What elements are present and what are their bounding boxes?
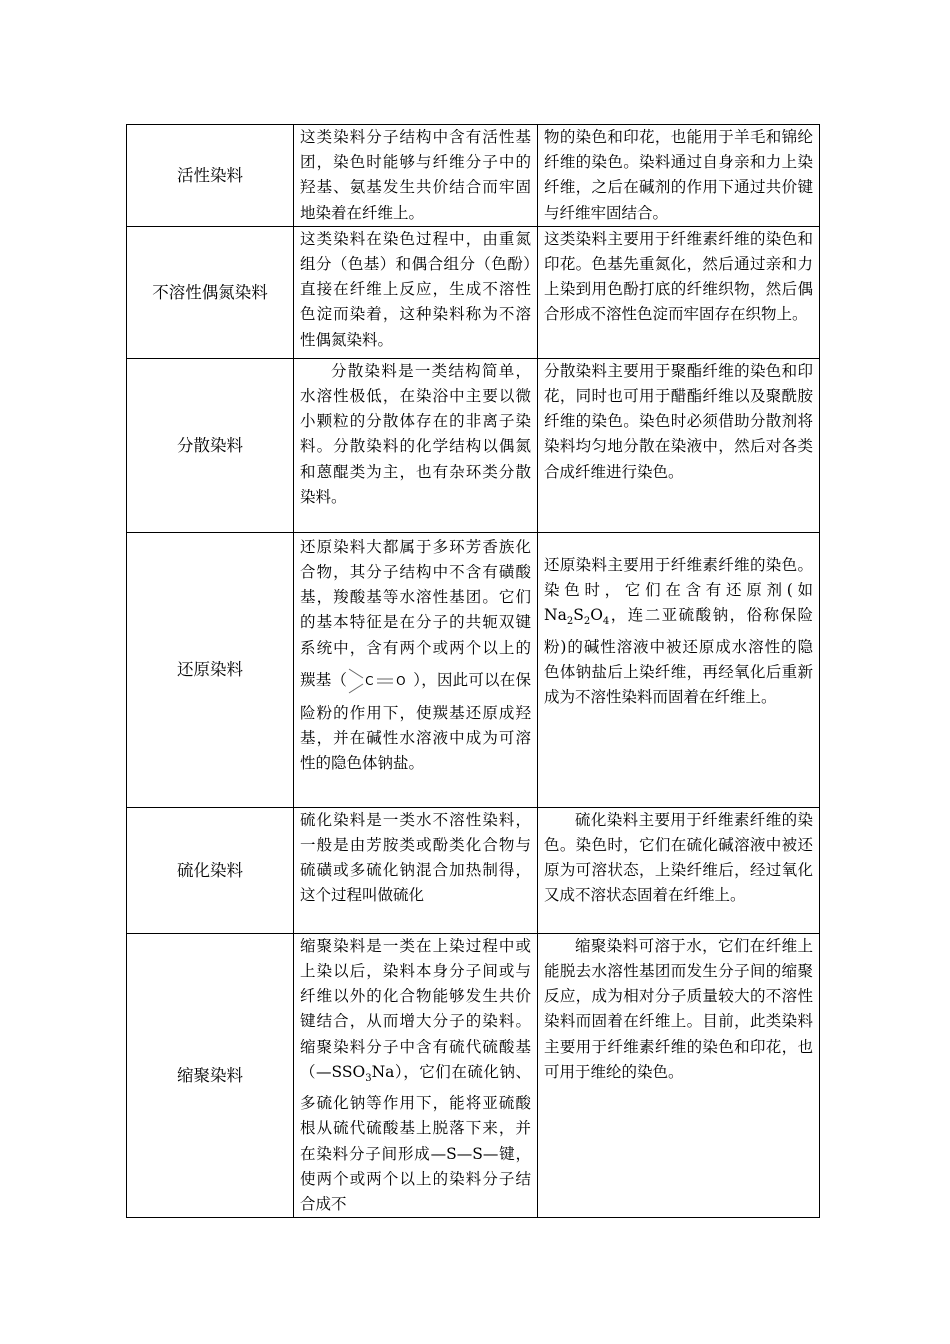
dye-description: 这类染料在染色过程中，由重氮组分（色基）和偶合组分（色酚）直接在纤维上反应，生成不溶性色淀而染着，这种染料称为不溶性偶氮染料。: [300, 229, 531, 349]
dye-table: [126, 124, 820, 1218]
description-cell: [294, 933, 538, 1217]
description-cell: [294, 358, 538, 532]
description-text-after: ），因此可以在保险粉的作用下，使羰基还原成羟基，并在碱性水溶液中成为可溶性的隐色体钠盐。: [300, 670, 531, 773]
description-cell: [294, 125, 538, 227]
carbonyl-oxygen: O: [396, 673, 406, 688]
subscript: 2: [566, 616, 574, 628]
dye-name: 硫化染料: [177, 860, 243, 880]
subscript: 3: [365, 1072, 372, 1084]
description-text-after: Na），它们在硫化钠、多硫化钠等作用下，能将亚硫酸根从硫代硫酸基上脱落下来，并在染料分子间形成—S—S—键，使两个或两个以上的染料分子结合成不: [300, 1062, 531, 1213]
dye-usage: 硫化染料主要用于纤维素纤维的染色。染色时，它们在硫化碱溶液中被还原为可溶状态，上染纤维后，经过氧化又成不溶状态固着在纤维上。: [544, 810, 813, 905]
usage-text-before: 还原染料主要用于纤维素纤维的染色。染色时，它们在含有还原剂(如Na: [544, 555, 813, 625]
dye-description: 硫化染料是一类水不溶性染料，一般是由芳胺类或酚类化合物与硫磺或多硫化钠混合加热制得，这个过程叫做硫化: [300, 810, 531, 905]
dye-usage: 物的染色和印花，也能用于羊毛和锦纶纤维的染色。染料通过自身亲和力上染纤维，之后在碱剂的作用下通过共价键与纤维牢固结合。: [544, 128, 813, 222]
subscript: 2: [583, 616, 591, 628]
dye-name: 分散染料: [177, 435, 243, 455]
table-row: [127, 933, 820, 1217]
dye-description: 分散染料是一类结构简单，水溶性极低，在染浴中主要以微小颗粒的分散体存在的非离子染料。分散染料的化学结构以偶氮和蒽醌类为主，也有杂环类分散染料。: [300, 361, 531, 506]
dye-name-cell: [127, 125, 294, 227]
subscript: 4: [602, 616, 610, 628]
description-cell: [294, 226, 538, 358]
dye-name-cell: [127, 226, 294, 358]
dye-name-cell: [127, 358, 294, 532]
usage-oxygen: O: [590, 606, 603, 625]
usage-cell: [538, 226, 820, 358]
description-text-before: 还原染料大都属于多环芳香族化合物，其分子结构中不含有磺酸基，羧酸基等水溶性基团。它们的基本特征是在分子的共轭双键系统中，含有两个或两个以上的羰基（: [300, 537, 531, 689]
carbonyl-carbon: C: [365, 673, 374, 688]
dye-name-cell: [127, 532, 294, 807]
table-row: [127, 532, 820, 807]
dye-name: 不溶性偶氮染料: [152, 282, 268, 302]
usage-cell: [538, 933, 820, 1217]
dye-name: 还原染料: [177, 660, 243, 680]
dye-name: 活性染料: [177, 165, 243, 185]
usage-cell: [538, 125, 820, 227]
description-text-before: 缩聚染料是一类在上染过程中或上染以后，染料本身分子间或与纤维以外的化合物能够发生共价键结合，从而增大分子的染料。缩聚染料分子中含有硫代硫酸基（—SSO: [300, 936, 531, 1081]
usage-text-after: ，连二亚硫酸钠，俗称保险粉)的碱性溶液中被还原成水溶性的隐色体钠盐后上染纤维，再经氧化后重新成为不溶性染料而固着在纤维上。: [544, 606, 813, 706]
usage-cell: [538, 807, 820, 933]
dye-usage: 分散染料主要用于聚酯纤维的染色和印花，同时也可用于醋酯纤维以及聚酰胺纤维的染色。染色时必须借助分散剂将染料均匀地分散在染液中，然后对各类合成纤维进行染色。: [544, 361, 813, 481]
description-cell: [294, 807, 538, 933]
dye-usage: 这类染料主要用于纤维素纤维的染色和印花。色基先重氮化，然后通过亲和力上染到用色酚打底的纤维织物，然后偶合形成不溶性色淀而牢固存在织物上。: [544, 229, 813, 324]
dye-name: 缩聚染料: [177, 1065, 243, 1085]
carbonyl-structure: [347, 661, 413, 701]
dye-description: 这类染料分子结构中含有活性基团，染色时能够与纤维分子中的羟基、氨基发生共价结合而牢固地染着在纤维上。: [300, 128, 531, 222]
dye-usage: [544, 553, 813, 710]
usage-cell: [538, 358, 820, 532]
description-cell: [294, 532, 538, 807]
usage-sulfur: S: [573, 606, 584, 625]
dye-name-cell: [127, 933, 294, 1217]
dye-description: [300, 535, 531, 777]
dye-name-cell: [127, 807, 294, 933]
table-row: [127, 226, 820, 358]
table-row: [127, 358, 820, 532]
dye-description: [300, 934, 531, 1217]
dye-usage: 缩聚染料可溶于水，它们在纤维上能脱去水溶性基团而发生分子间的缩聚反应，成为相对分子质量较大的不溶性染料而固着在纤维上。目前，此类染料主要用于纤维素纤维的染色和印花，也可用于维纶的染色。: [544, 936, 813, 1081]
table-row: [127, 807, 820, 933]
usage-cell: [538, 532, 820, 807]
table-row: [127, 125, 820, 227]
